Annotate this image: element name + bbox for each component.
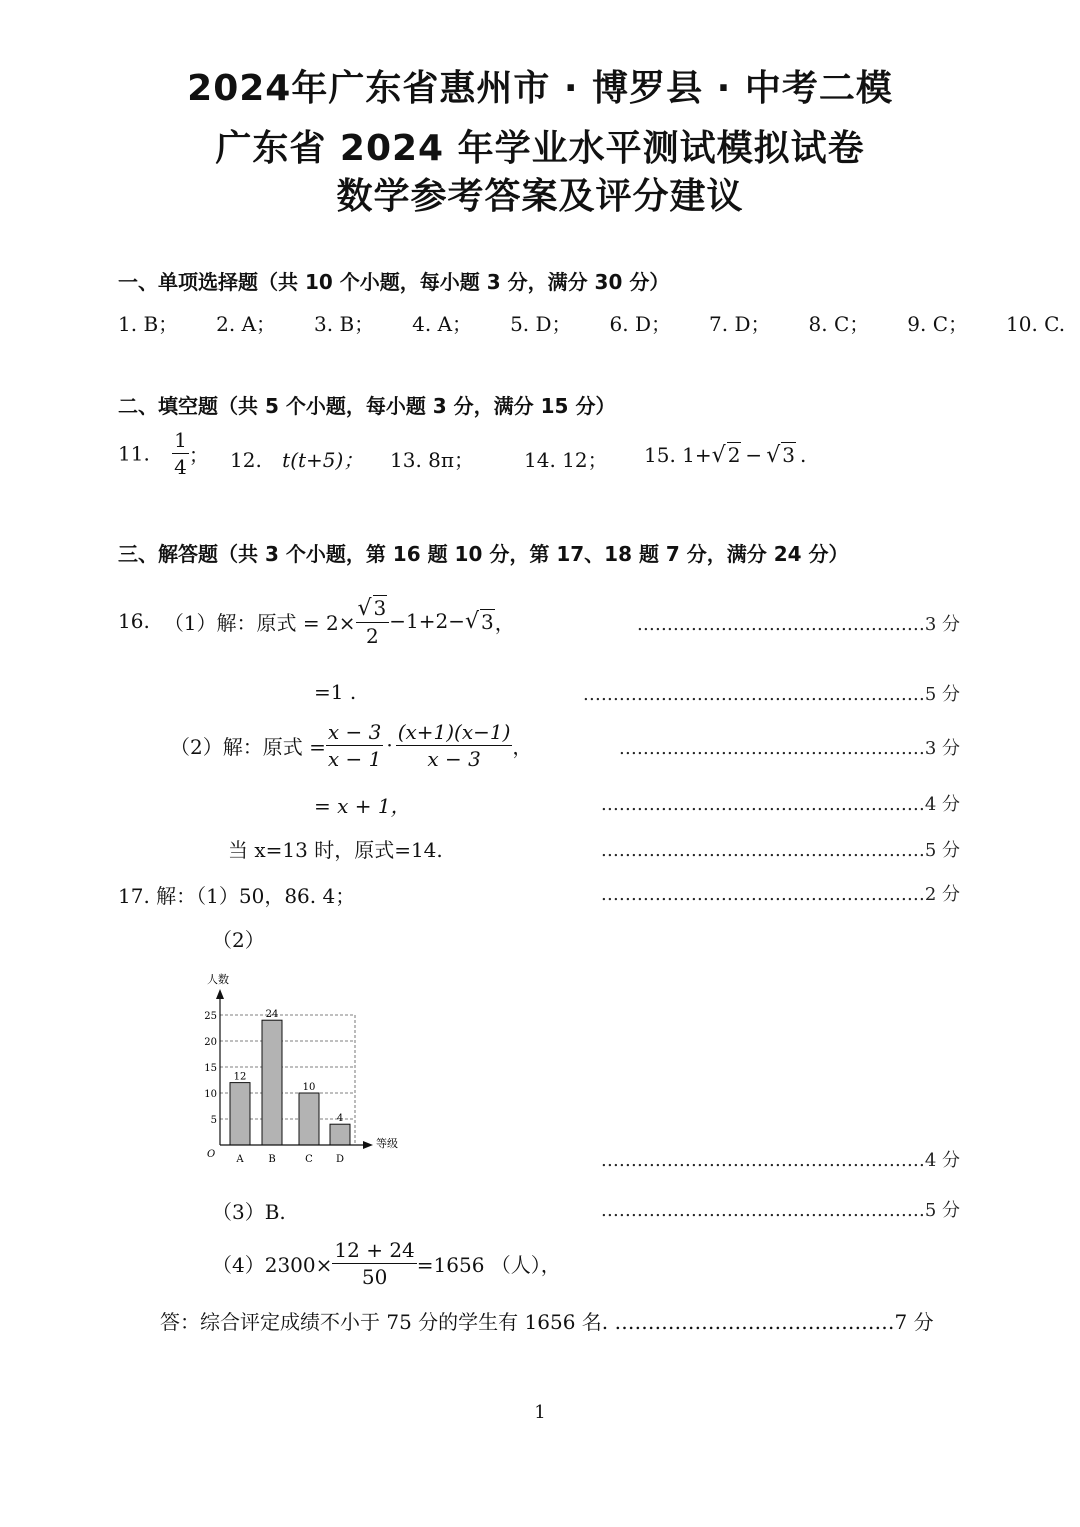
q17-chart-score: ………………………………………………4 分: [600, 1150, 960, 1171]
q16-p2-numerator-1: x − 3: [327, 719, 382, 744]
answer-item: 10. C.: [1006, 312, 1066, 336]
q17-p4-numerator: 12 + 24: [334, 1237, 415, 1262]
x-tick-label: B: [268, 1154, 276, 1165]
q15-label: 15. 1+: [644, 443, 712, 467]
bar-value-label: 12: [233, 1071, 247, 1083]
y-tick-label: 10: [204, 1089, 217, 1100]
q11-label: 11.: [118, 441, 150, 466]
x-tick-label: A: [236, 1154, 244, 1165]
q17-p3-score: ………………………………………………5 分: [600, 1200, 960, 1221]
answer-item: 1. B；: [118, 312, 179, 336]
answer-item: 4. A；: [412, 312, 473, 336]
q15-minus: −: [745, 443, 763, 467]
bar-chart: [195, 965, 415, 1170]
q16-p1-result: =1 .: [314, 680, 357, 704]
q15-radicand-1: 2: [727, 443, 741, 467]
radical-icon: √: [357, 595, 372, 621]
q17-p4-fraction: [332, 1238, 416, 1289]
x-tick-label: D: [335, 1154, 345, 1165]
section3-heading: 三、解答题（共 3 个小题，第 16 题 10 分，第 17、18 题 7 分，满分 24 分）: [118, 542, 849, 566]
y-tick-label: 5: [210, 1115, 217, 1126]
y-tick-label: 25: [204, 1011, 217, 1022]
q16-p1-fraction: [356, 595, 390, 648]
q16-part1: [118, 588, 515, 654]
q13-answer: 13. 8π；: [390, 448, 475, 472]
q16-p2-denominator-1: x − 1: [327, 746, 382, 771]
q12-answer: [230, 444, 363, 473]
bar: [299, 1093, 319, 1145]
answer-item: 7. D；: [709, 312, 771, 336]
section1-answers: [118, 308, 1065, 337]
section1-heading: 一、单项选择题（共 10 个小题，每小题 3 分，满分 30 分）: [118, 270, 670, 294]
q16-p2-numerator-2: (x+1)(x−1): [397, 719, 511, 744]
x-axis-label: 等级: [376, 1137, 398, 1150]
bar: [262, 1020, 282, 1145]
q16-p2-result: = x + 1，: [314, 794, 411, 818]
q17-p4-prefix: （4）2300×: [212, 1252, 333, 1277]
q16-p1-radicand: 3: [481, 609, 494, 634]
q16-p2-result-score: ………………………………………………4 分: [600, 794, 960, 815]
title-line-2: 广东省 2024 年学业水平测试模拟试卷: [215, 128, 865, 169]
y-tick-label: 20: [204, 1037, 217, 1048]
q11-numerator: 1: [174, 428, 187, 452]
q16-p2-when-score: ………………………………………………5 分: [600, 840, 960, 861]
bar: [230, 1083, 250, 1145]
section2-heading: 二、填空题（共 5 个小题，每小题 3 分，满分 15 分）: [118, 394, 616, 418]
q12-label: 12.: [230, 448, 262, 472]
q16-p2-score: ……………………………………………3 分: [618, 738, 960, 759]
q16-p1-prefix: （1）解：原式 = 2×: [163, 610, 356, 635]
q14-answer: 14. 12；: [524, 448, 608, 472]
q16-p2-fraction-1: [326, 720, 383, 771]
page-number: 1: [534, 1402, 546, 1423]
answer-item: 5. D；: [510, 312, 572, 336]
q11-answer: 11. $\frac{1}{4}$ ；: [118, 428, 209, 479]
radical-icon: √: [711, 443, 726, 468]
q17-p1-score: ………………………………………………2 分: [600, 884, 960, 905]
q17-p2-label: （2）: [212, 928, 265, 952]
answer-item: 2. A；: [216, 312, 277, 336]
y-axis-arrow-icon: [216, 989, 224, 999]
q12-expression: t(t+5)；: [282, 448, 364, 472]
q16-p2-end: ，: [512, 734, 533, 759]
answer-item: 9. C；: [907, 312, 969, 336]
q16-p1-end: ，: [494, 610, 515, 635]
x-tick-label: C: [305, 1154, 313, 1165]
radical-icon: √: [465, 608, 480, 634]
q16-p2-dot: ·: [386, 733, 393, 757]
answer-item: 8. C；: [808, 312, 870, 336]
q16-p1-rest: −1+2−: [389, 609, 465, 633]
q16-p1-score: …………………………………………3 分: [636, 614, 960, 635]
bar-value-label: 4: [336, 1113, 344, 1125]
q15-end: .: [799, 443, 807, 467]
q15-radicand-2: 3: [782, 443, 795, 467]
q17-answer: 答：综合评定成绩不小于 75 分的学生有 1656 名. ……………………………………7 分: [160, 1310, 934, 1334]
q16-p2-denominator-2: x − 3: [427, 746, 481, 771]
bar: [330, 1124, 350, 1145]
x-axis-arrow-icon: [363, 1141, 373, 1149]
q16-part2: [170, 712, 532, 778]
q16-p2-prefix: （2）解：原式 =: [170, 734, 326, 759]
radical-icon: √: [766, 443, 781, 468]
q16-p1-numerator: 3: [373, 595, 387, 620]
origin-label: O: [207, 1149, 216, 1160]
q11-denominator: 4: [174, 455, 187, 479]
title-line-1: 2024年广东省惠州市 · 博罗县 · 中考二模: [187, 68, 893, 109]
q17-part4: [212, 1230, 561, 1296]
title-line-3: 数学参考答案及评分建议: [336, 176, 744, 217]
y-tick-label: 15: [204, 1063, 217, 1074]
q17-part1: 17. 解：（1）50，86. 4；: [118, 884, 356, 908]
q15-answer: [644, 442, 806, 468]
q17-part3: （3）B.: [212, 1200, 286, 1224]
q17-p4-denominator: 50: [361, 1264, 388, 1289]
answer-item: 3. B；: [314, 312, 375, 336]
bar-value-label: 24: [265, 1009, 279, 1021]
answer-item: 6. D；: [609, 312, 672, 336]
bar-value-label: 10: [302, 1082, 316, 1093]
q16-p1-result-score: …………………………………………………5 分: [582, 684, 960, 705]
q16-p1-denominator: 2: [366, 623, 379, 648]
q16-p2-fraction-2: [396, 720, 513, 771]
q11-fraction: [172, 428, 189, 479]
q16-p2-when: 当 x=13 时，原式=14.: [228, 838, 443, 862]
q16-label: 16.: [118, 609, 150, 633]
y-axis-label: 人数: [207, 973, 229, 986]
q17-p4-rest: =1656 （人），: [416, 1252, 561, 1277]
